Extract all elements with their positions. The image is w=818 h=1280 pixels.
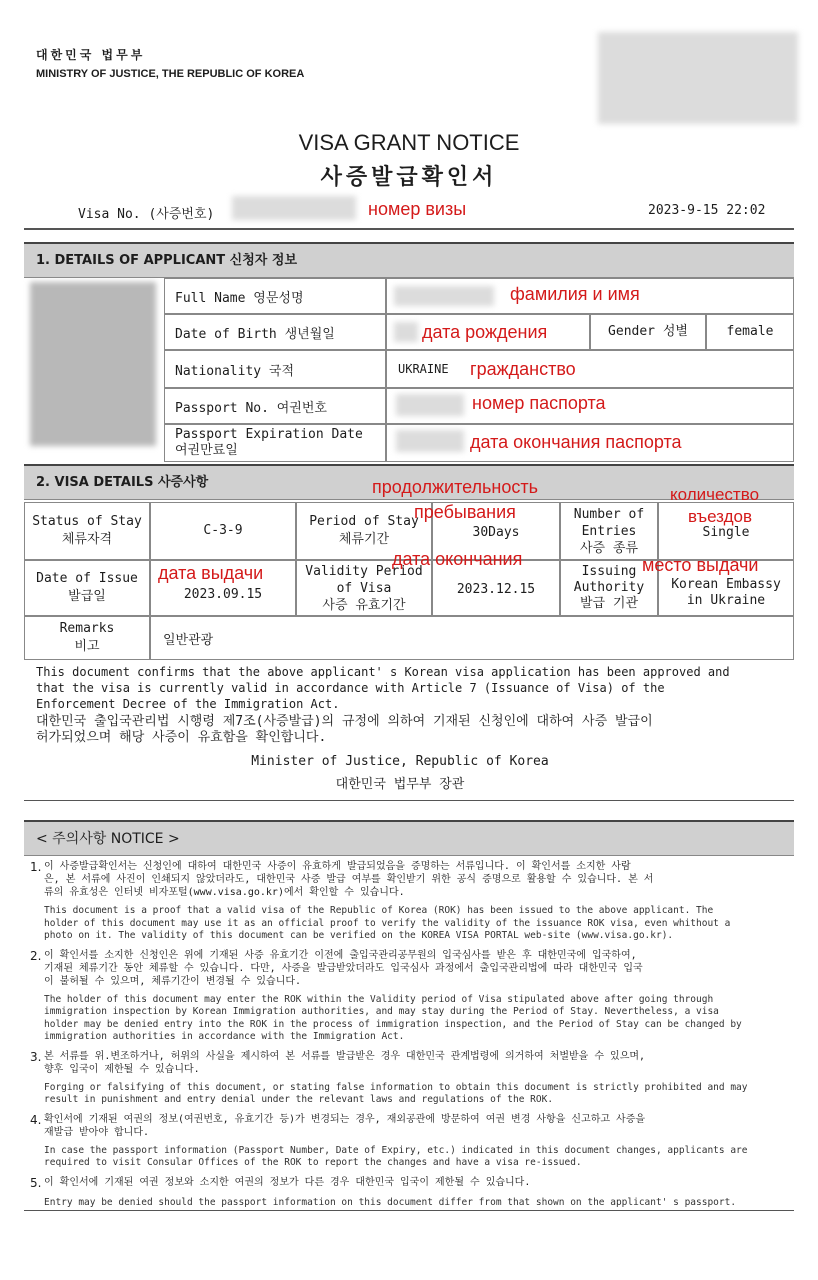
redacted-full-name xyxy=(394,286,494,306)
status-label-en: Status of Stay xyxy=(32,514,142,529)
notice-number: 1. xyxy=(30,860,42,874)
notice-en-line: holder of this document may use it as an official proof to verify the validity of the issuance ROK visa, even whithout a xyxy=(44,917,731,929)
confirmation-ko-1: 대한민국 출입국관리법 시행령 제7조(사증발급)의 규정에 의하여 기재된 신청인에 대하여 사증 발급이 xyxy=(36,714,653,729)
authority-value-2: in Ukraine xyxy=(686,593,766,608)
notice-en-line: photo on it. The validity of this document can be verified on the KOREA VISA PORTAL web-site (www.visa.go.kr). xyxy=(44,930,674,941)
remarks-label-ko: 비고 xyxy=(74,639,100,654)
entries-label-2: Entries xyxy=(581,523,637,539)
annotation-period-1: продолжительность xyxy=(372,477,538,497)
notice-number: 4. xyxy=(30,1112,42,1127)
entries-value: Single xyxy=(702,525,750,540)
notice-ko-line: 재발급 받아야 합니다. xyxy=(44,1126,150,1138)
issue-label-en: Date of Issue xyxy=(36,571,138,586)
annotation-expiry: дата окончания xyxy=(392,549,523,569)
section-applicant-header: 1. DETAILS OF APPLICANT 신청자 정보 xyxy=(24,242,794,278)
authority-label-1: Issuing xyxy=(581,564,637,579)
gender-label: Gender 성별 xyxy=(590,314,706,350)
redacted-dob xyxy=(394,322,418,342)
confirmation-en-1: This document confirms that the above applicant' s Korean visa application has been approved and xyxy=(36,665,730,679)
visa-number-label: Visa No. (사증번호) xyxy=(78,207,215,222)
passport-expiration-label-ko: 여권만료일 xyxy=(175,443,238,458)
authority-value-1: Korean Embassy xyxy=(671,577,781,592)
issued-datetime: 2023-9-15 22:02 xyxy=(648,203,766,218)
signer-ko: 대한민국 법무부 장관 xyxy=(335,777,465,792)
annotation-full-name: фамилия и имя xyxy=(510,284,640,304)
redacted-barcode xyxy=(598,32,798,124)
entries-label-1: Number of xyxy=(573,506,645,522)
notice-en-line: result in punishment and entry denial under the relevant laws and regulations of the ROK. xyxy=(44,1094,554,1105)
entries-label-3: 사증 종류 xyxy=(579,540,639,556)
gender-value: female xyxy=(706,314,794,350)
notice-list xyxy=(30,860,796,1209)
confirmation-en-2: that the visa is currently valid in accordance with Article 7 (Issuance of Visa) of the xyxy=(36,681,665,695)
notice-ko-line: 이 불허될 수 있으며, 체류기간이 변경될 수 있습니다. xyxy=(44,975,302,987)
confirmation-en-3: Enforcement Decree of the Immigration Act. xyxy=(36,697,340,711)
ministry-name-ko: 대한민국 법무부 xyxy=(36,48,146,62)
validity-label-2: of Visa xyxy=(336,580,392,596)
divider xyxy=(24,228,794,230)
document-title-en: VISA GRANT NOTICE xyxy=(298,130,520,155)
applicant-photo xyxy=(30,282,156,446)
notice-item xyxy=(30,1113,796,1170)
period-label-ko: 체류기간 xyxy=(338,532,390,547)
notice-en-line: The holder of this document may enter the ROK within the Validity period of Visa stipulated above after going through xyxy=(44,993,714,1005)
notice-ko-line: 이 확인서를 소지한 신청인은 위에 기재된 사증 유효기간 이전에 출입국관리공무원의 입국심사를 받은 후 대한민국에 입국하여, xyxy=(44,949,637,961)
number-of-entries-label xyxy=(560,502,658,560)
status-of-stay-value: C-3-9 xyxy=(150,502,296,560)
period-label-en: Period of Stay xyxy=(309,514,419,529)
validity-label-3: 사증 유효기간 xyxy=(322,597,406,613)
annotation-issue-date: дата выдачи xyxy=(158,563,264,583)
notice-number: 5. xyxy=(30,1175,42,1190)
notice-ko-line: 은, 본 서류에 사진이 인쇄되지 않았더라도, 대한민국 사증 발급 여부를 확인받기 위한 공식 증명으로 활용할 수 있습니다. 본 서 xyxy=(44,874,654,885)
confirmation-ko-2: 허가되었으며 해당 사증이 유효함을 확인합니다. xyxy=(36,730,327,745)
signer-en: Minister of Justice, Republic of Korea xyxy=(251,754,549,769)
full-name-label: Full Name 영문성명 xyxy=(164,278,386,314)
annotation-nationality: гражданство xyxy=(470,359,576,379)
authority-label-3: 발급 기관 xyxy=(579,596,639,611)
divider xyxy=(24,800,794,801)
notice-en-line: This document is a proof that a valid visa of the Republic of Korea (ROK) has been issued to the above applicant. The xyxy=(44,905,714,916)
status-label-ko: 체류자격 xyxy=(61,532,113,547)
notice-ko-line: 류의 유효성은 인터넷 비자포털(www.visa.go.kr)에서 확인할 수 있습니다. xyxy=(44,887,405,898)
annotation-dob: дата рождения xyxy=(422,322,548,342)
ministry-name-en: MINISTRY OF JUSTICE, THE REPUBLIC OF KOREA xyxy=(36,68,305,80)
annotation-passport-number: номер паспорта xyxy=(472,393,606,413)
status-of-stay-label xyxy=(24,502,150,560)
dob-label: Date of Birth 생년월일 xyxy=(164,314,386,350)
notice-ko-line: 향후 입국이 제한될 수 있습니다. xyxy=(44,1063,200,1075)
annotation-entries-1: количество xyxy=(670,485,760,504)
notice-ko-line: 이 사증발급확인서는 신청인에 대하여 대한민국 사증이 유효하게 발급되었음을 증명하는 서류입니다. 이 확인서를 소지한 사람 xyxy=(44,861,631,872)
notice-ko-line: 기재된 체류기간 동안 체류할 수 있습니다. 다만, 사증을 발급받았더라도 입국심사 과정에서 출입국관리법에 따라 대한민국 입국 xyxy=(44,962,643,974)
notice-en-line: required to visit Consular Offices of the ROK to report the changes and have a visa re-issued. xyxy=(44,1157,582,1168)
date-of-issue-label xyxy=(24,560,150,616)
notice-en-line: Forging or falsifying of this document, or stating false information to obtain this document is strictly prohibited and may xyxy=(44,1081,748,1093)
annotation-visa-number: номер визы xyxy=(368,199,467,219)
authority-label-2: Authority xyxy=(573,580,645,595)
nationality-label: Nationality 국적 xyxy=(164,350,386,388)
divider xyxy=(24,1210,794,1211)
issue-value: 2023.09.15 xyxy=(183,587,263,602)
nationality-value: UKRAINE xyxy=(398,362,449,376)
redacted-visa-number xyxy=(232,196,356,220)
passport-number-label: Passport No. 여권번호 xyxy=(164,388,386,424)
notice-item xyxy=(30,860,796,943)
redacted-passport-number xyxy=(396,394,464,416)
notice-number: 3. xyxy=(30,1049,42,1064)
notice-item xyxy=(30,1176,796,1210)
notice-en-line: immigration authorities in accordance with the Immigration Act. xyxy=(44,1031,405,1042)
annotation-period-2: пребывания xyxy=(414,502,516,522)
notice-item xyxy=(30,1050,796,1107)
issue-label-ko: 발급일 xyxy=(68,589,106,604)
notice-ko-line: 본 서류를 위.변조하거나, 허위의 사실을 제시하여 본 서류를 발급받은 경우 대한민국 관계법령에 의거하여 처벌받을 수 있으며, xyxy=(44,1050,646,1062)
notice-item xyxy=(30,949,796,1044)
notice-en-line: holder may be denied entry into the ROK in the process of immigration inspection, and the Period of Stay can be changed by xyxy=(44,1018,742,1030)
document-title-ko: 사증발급확인서 xyxy=(320,165,498,190)
annotation-passport-expiration: дата окончания паспорта xyxy=(470,432,682,452)
notice-en-line: immigration inspection by Korean Immigration authorities, and may stay during the Period of Stay. Nevertheless, a visa xyxy=(44,1006,719,1017)
remarks-value: 일반관광 xyxy=(150,616,794,660)
passport-expiration-label xyxy=(164,424,386,462)
remarks-label xyxy=(24,616,150,660)
passport-expiration-label-en: Passport Expiration Date xyxy=(175,427,363,442)
remarks-label-en: Remarks xyxy=(59,621,115,636)
notice-number: 2. xyxy=(30,948,42,963)
validity-label-1: Validity Period xyxy=(305,563,423,579)
annotation-entries-2: въездов xyxy=(688,507,752,526)
section-visa-header: 2. VISA DETAILS 사증사항 xyxy=(24,464,794,500)
notice-header: < 주의사항 NOTICE > xyxy=(24,820,794,856)
confirmation-paragraph xyxy=(36,664,796,746)
notice-en-line: Entry may be denied should the passport information on this document differ from that shown on the applicant' s passport. xyxy=(44,1196,737,1208)
validity-value: 2023.12.15 xyxy=(456,582,536,597)
notice-ko-line: 이 확인서에 기재된 여권 정보와 소지한 여권의 정보가 다른 경우 대한민국 입국이 제한될 수 있습니다. xyxy=(44,1176,531,1188)
notice-en-line: In case the passport information (Passport Number, Date of Expiry, etc.) indicated in this document changes, applicants are xyxy=(44,1144,748,1156)
notice-ko-line: 확인서에 기재된 여권의 정보(여권번호, 유효기간 등)가 변경되는 경우, 재외공관에 방문하여 여권 변경 사항을 신고하고 사증을 xyxy=(44,1113,646,1125)
annotation-authority: место выдачи xyxy=(642,555,759,575)
period-value: 30Days xyxy=(472,525,520,540)
redacted-passport-expiration xyxy=(396,430,464,452)
